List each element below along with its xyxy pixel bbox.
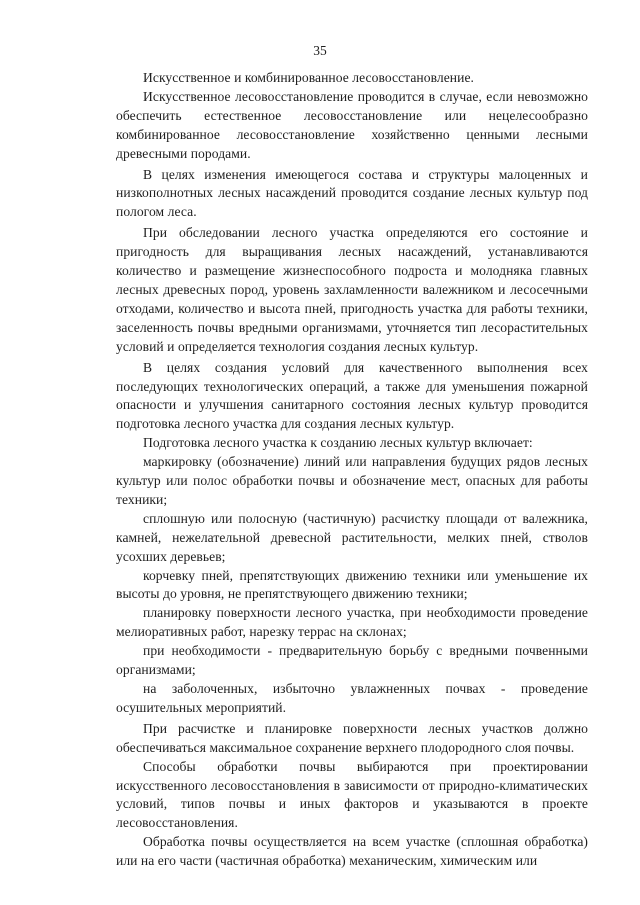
paragraph: При расчистке и планировке поверхности лесных участков должно обеспечиваться максимальное сохранение верхнего плодородного слоя почвы. [116, 720, 588, 755]
list-item: маркировку (обозначение) линий или направления будущих рядов лесных культур или полос обработки почвы и обозначение мест, опасных для работы техники; [116, 454, 588, 507]
paragraph: В целях создания условий для качественного выполнения всех последующих технологических операций, а также для уменьшения пожарной опасности и улучшения санитарного состояния лесных культур проводится подготовка лесного участка для создания лесных культур. [116, 359, 588, 432]
paragraph: Подготовка лесного участка к созданию лесных культур включает: [143, 435, 533, 451]
document-body [116, 69, 588, 871]
paragraph-heading: Искусственное и комбинированное лесовосстановление. [143, 70, 474, 85]
paragraph: В целях изменения имеющегося состава и структуры малоценных и низкополнотных лесных насаждений проводится создание лесных культур под пологом леса. [116, 166, 588, 220]
list-item: на заболоченных, избыточно увлажненных почвах - проведение осушительных мероприятий. [116, 681, 588, 715]
paragraph: При обследовании лесного участка определяются его состояние и пригодность для выращивания лесных насаждений, устанавливаются количество и размещение жизнеспособного подроста и молодняка главных лесных древесных пород, уровень захламленности валежником и лесосечными отходами, количество и высота пней, пригодность участка для работы техники, заселенность почвы вредными организмами, уточняется тип лесорастительных условий и определяется технология создания лесных культур. [116, 225, 588, 354]
list-item: сплошную или полосную (частичную) расчистку площади от валежника, камней, нежелательной древесной растительности, мелких пней, стволов усохших деревьев; [116, 510, 588, 564]
paragraph: Искусственное лесовосстановление проводится в случае, если невозможно обеспечить естественное лесовосстановление или нецелесообразно комбинированное лесовосстановление хозяйственно ценными лесными древесными породами. [116, 88, 588, 161]
list-item: планировку поверхности лесного участка, при необходимости проведение мелиоративных работ, нарезку террас на склонах; [116, 605, 588, 640]
page-number: 35 [313, 43, 327, 58]
paragraph: Обработка почвы осуществляется на всем участке (сплошная обработка) или на его части (частичная обработка) механическим, химическим или [116, 834, 588, 869]
paragraph: Способы обработки почвы выбираются при проектировании искусственного лесовосстановления в зависимости от природно-климатических условий, типов почвы и иных факторов и указываются в проекте лесовосстановления. [116, 758, 588, 831]
list-item: при необходимости - предварительную борьбу с вредными почвенными организмами; [116, 643, 588, 678]
list-item: корчевку пней, препятствующих движению техники или уменьшение их высоты до уровня, не препятствующего движению техники; [116, 567, 588, 602]
